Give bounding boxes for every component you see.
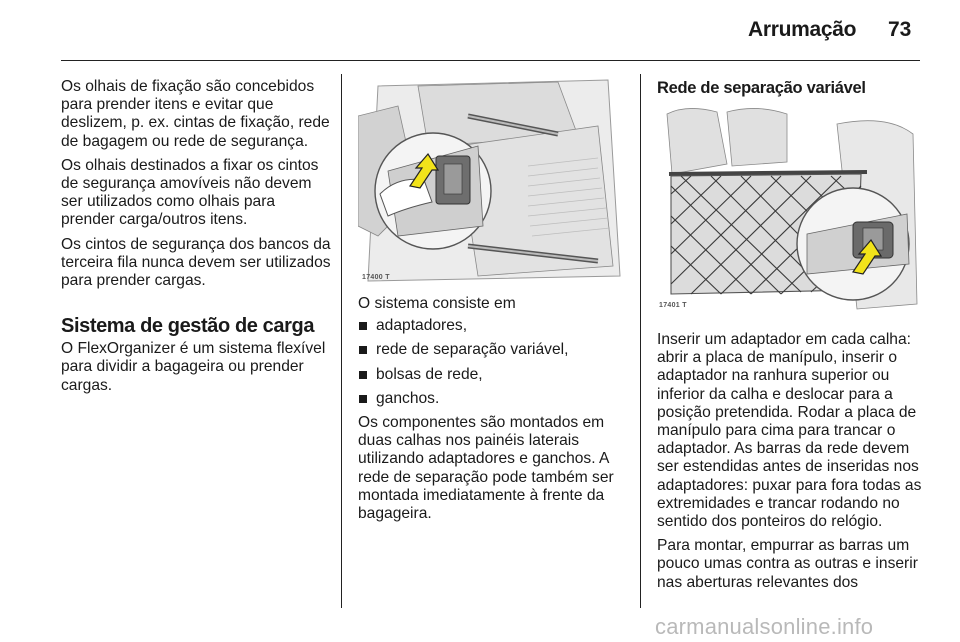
cargo-rail-illustration <box>358 76 624 286</box>
figure-code: 17401 T <box>659 302 687 309</box>
column-divider-1 <box>341 74 342 608</box>
column-2 <box>358 295 624 529</box>
paragraph: O sistema consiste em <box>358 295 516 312</box>
header-rule <box>61 60 920 61</box>
paragraph: Os olhais destinados a fixar os cintos de segurança amovíveis não devem ser utilizados como olhais para prender carga/outros itens. <box>61 156 319 229</box>
list-item: rede de separação variável, <box>358 341 624 359</box>
paragraph: Os componentes são montados em duas calhas nos painéis laterais utilizando adaptadores e ganchos. A rede de separação pode também ser montada imediatamente à frente da bagageira. <box>358 414 614 523</box>
list-item: ganchos. <box>358 390 624 408</box>
paragraph: Para montar, empurrar as barras um pouco umas contra as outras e inserir nas aberturas relevantes dos <box>657 537 918 591</box>
list-item: adaptadores, <box>358 317 624 335</box>
column-divider-2 <box>640 74 641 608</box>
paragraph: O FlexOrganizer é um sistema flexível para dividir a bagageira ou prender cargas. <box>61 340 326 394</box>
section-heading: Sistema de gestão de carga <box>61 315 315 338</box>
page-number: 73 <box>888 18 912 41</box>
list-item: bolsas de rede, <box>358 366 624 384</box>
paragraph: Os olhais de fixação são concebidos para prender itens e evitar que deslizem, p. ex. cintas de fixação, rede de bagagem ou rede de segurança. <box>61 78 330 150</box>
paragraph: Os cintos de segurança dos bancos da terceira fila nunca devem ser utilizados para prender cargas. <box>61 235 331 290</box>
paragraph: Inserir um adaptador em cada calha: abrir a placa de manípulo, inserir o adaptador na ranhura superior ou inferior da calha e deslocar para a posição pretendida. Rodar a placa de manípulo para cima para trancar o adaptador. As barras da rede devem ser estendidas antes de inseridas nos adaptadores: puxar para fora todas as extremidades e trancar rodando no sentido dos ponteiros do relógio. <box>657 331 922 531</box>
column-3 <box>657 331 923 598</box>
page-header-title: Arrumação <box>748 18 857 41</box>
figure-separation-net <box>657 104 923 314</box>
figure-code: 17400 T <box>362 274 390 281</box>
watermark: carmanualsonline.info <box>655 614 874 639</box>
column-1 <box>61 78 333 401</box>
figure-cargo-rail-adapter <box>358 76 624 286</box>
component-list <box>358 317 624 408</box>
separation-net-illustration <box>657 104 923 314</box>
section-heading: Rede de separação variável <box>657 79 866 97</box>
